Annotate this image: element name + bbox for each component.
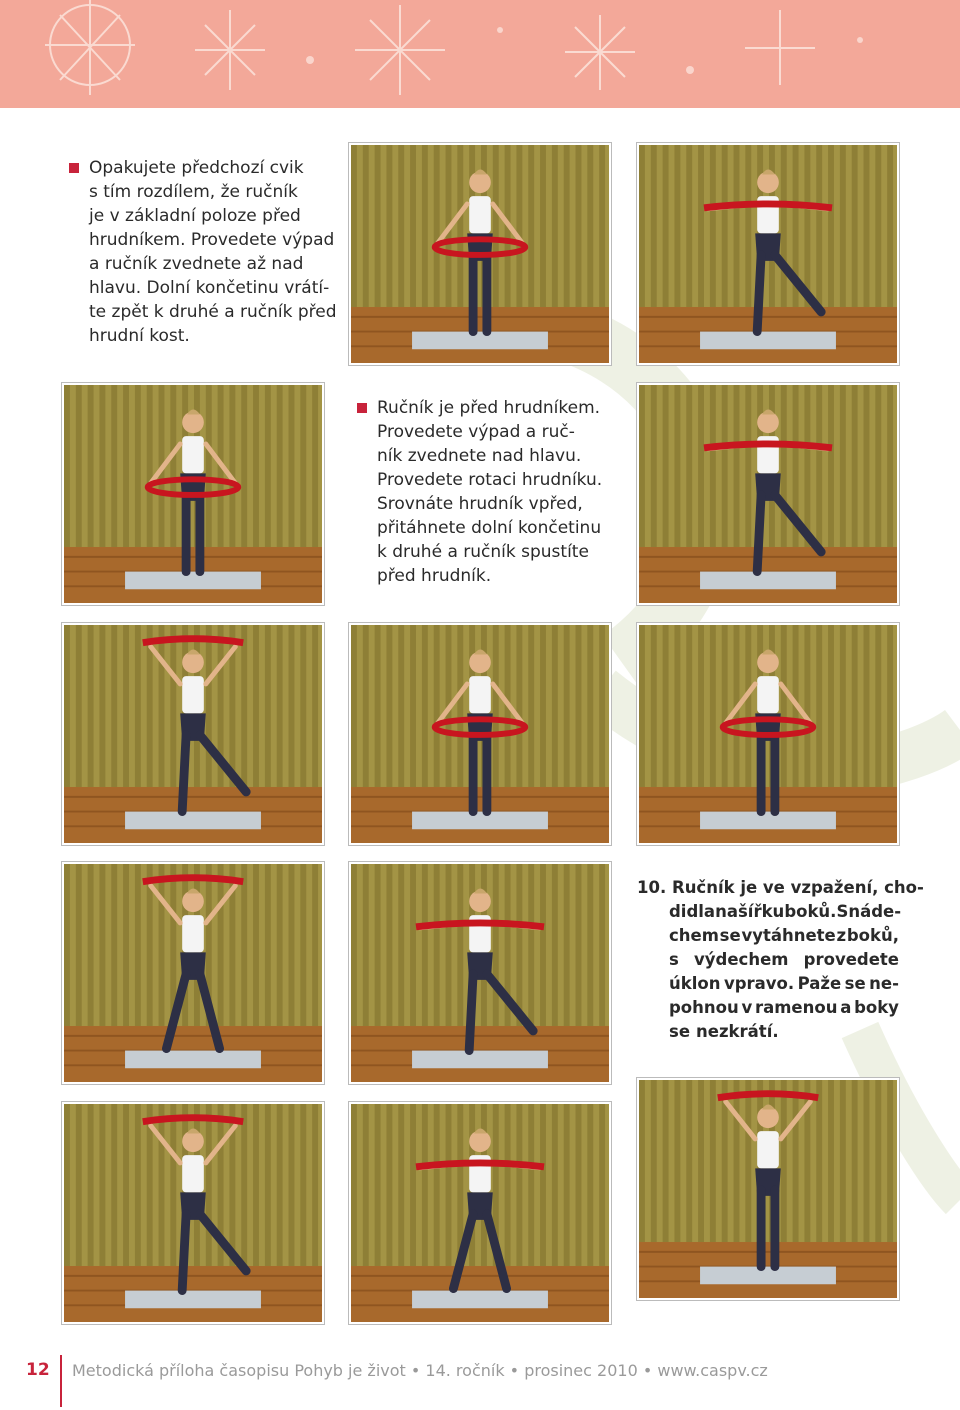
intro-line: je v základní poloze před <box>89 206 301 226</box>
bullet-icon <box>357 403 367 413</box>
photo-illustration <box>351 1104 609 1322</box>
intro-line: hrudní kost. <box>89 326 190 346</box>
step10-number: 10. <box>637 878 667 897</box>
intro-line: hlavu. Dolní končetinu vrátí- <box>89 278 330 298</box>
intro-line: te zpět k druhé a ručník před <box>89 302 337 322</box>
photo-illustration <box>64 864 322 1082</box>
exercise-photo <box>62 383 324 605</box>
exercise-photo <box>637 383 899 605</box>
photo-illustration <box>639 385 897 603</box>
exercise-photo <box>349 623 611 845</box>
exercise-photo <box>62 623 324 845</box>
exercise-photo <box>62 862 324 1084</box>
exercise-photo <box>349 143 611 365</box>
step9-line: k druhé a ručník spustíte <box>377 542 589 562</box>
exercise-photo <box>637 143 899 365</box>
intro-line: a ručník zvednete až nad <box>89 254 304 274</box>
bullet-icon <box>69 163 79 173</box>
step9-line: Srovnáte hrudník vpřed, <box>377 494 583 514</box>
photo-illustration <box>64 385 322 603</box>
exercise-photo <box>637 1078 899 1300</box>
step10-line: úklon vpravo. Paže se ne- <box>669 974 899 993</box>
intro-line: hrudníkem. Provedete výpad <box>89 230 335 250</box>
step9-line: ník zvednete nad hlavu. <box>377 446 582 466</box>
photo-illustration <box>639 145 897 363</box>
exercise-photo <box>349 1102 611 1324</box>
exercise-photo <box>349 862 611 1084</box>
step9-line: Provedete rotaci hrudníku. <box>377 470 603 490</box>
page-number: 12 <box>26 1360 50 1380</box>
photo-illustration <box>351 864 609 1082</box>
intro-text <box>89 156 337 348</box>
step9-line: Ručník je před hrudníkem. <box>377 398 601 418</box>
photo-illustration <box>64 1104 322 1322</box>
step9-line: Provedete výpad a ruč- <box>377 422 575 442</box>
step10-line: chem se vytáhnete z boků, <box>669 926 899 945</box>
step10-line: pohnou v ramenou a boky <box>669 998 899 1017</box>
header-banner <box>0 0 960 108</box>
step10-line: s výdechem provedete <box>669 950 899 969</box>
exercise-photo <box>637 623 899 845</box>
step9-line: před hrudník. <box>377 566 492 586</box>
intro-line: Opakujete předchozí cvik <box>89 158 304 178</box>
photo-illustration <box>64 625 322 843</box>
photo-illustration <box>639 1080 897 1298</box>
snowflake-ornament <box>0 0 960 108</box>
step9-text <box>377 396 602 588</box>
step9-line: přitáhnete dolní končetinu <box>377 518 602 538</box>
step10-line: Ručník je ve vzpažení, cho- <box>671 878 924 897</box>
photo-illustration <box>639 625 897 843</box>
photo-illustration <box>351 625 609 843</box>
photo-illustration <box>351 145 609 363</box>
step10-line: didla na šířku boků. S náde- <box>669 902 902 921</box>
footer-text: Metodická příloha časopisu Pohyb je život • 14. ročník • prosinec 2010 • www.caspv.cz <box>72 1361 768 1380</box>
intro-line: s tím rozdílem, že ručník <box>89 182 298 202</box>
footer-divider <box>60 1355 62 1407</box>
step10-line: se nezkrátí. <box>669 1022 779 1041</box>
exercise-photo <box>62 1102 324 1324</box>
step10-text <box>637 876 924 1044</box>
